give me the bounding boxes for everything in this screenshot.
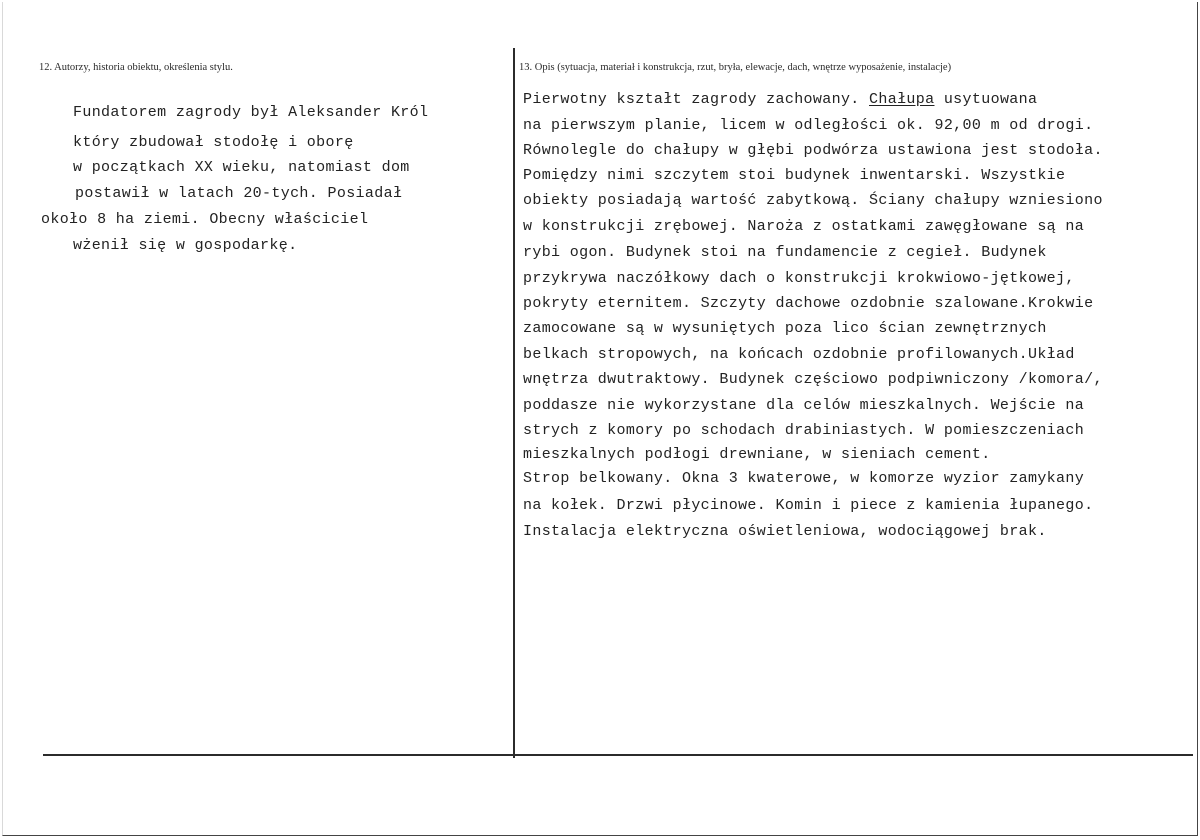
section-13-line: pokryty eternitem. Szczyty dachowe ozdobnie szalowane.Krokwie <box>523 295 1094 312</box>
section-12-line: około 8 ha ziemi. Obecny właściciel <box>41 211 369 228</box>
underlined-word: Chałupa <box>869 91 935 108</box>
section-12-line: Fundatorem zagrody był Aleksander Król <box>73 104 429 121</box>
section-12-line: w początkach XX wieku, natomiast dom <box>73 159 410 176</box>
section-13-line: Strop belkowany. Okna 3 kwaterowe, w komorze wyzior zamykany <box>523 470 1085 487</box>
section-13-heading: 13. Opis (sytuacja, materiał i konstrukcja, rzut, bryła, elewacje, dach, wnętrze wyposażenie, instalacje) <box>519 62 952 73</box>
section-12-heading: 12. Autorzy, historia obiektu, określenia stylu. <box>39 62 233 73</box>
section-13-line: mieszkalnych podłogi drewniane, w sieniach cement. <box>523 446 991 463</box>
section-12-line: postawił w latach 20-tych. Posiadał <box>75 185 403 202</box>
section-13-line: w konstrukcji zrębowej. Naroża z ostatkami zawęgłowane są na <box>523 218 1085 235</box>
section-13-line: przykrywa naczółkowy dach o konstrukcji krokwiowo-jętkowej, <box>523 270 1075 287</box>
column-divider <box>513 48 515 758</box>
section-13-line: na kołek. Drzwi płycinowe. Komin i piece z kamienia łupanego. <box>523 497 1094 514</box>
line-text: usytuowana <box>934 91 1038 108</box>
bottom-rule <box>43 754 1193 756</box>
section-13-line: na pierwszym planie, licem w odległości ok. 92,00 m od drogi. <box>523 117 1094 134</box>
section-13-line: belkach stropowych, na końcach ozdobnie profilowanych.Układ <box>523 346 1075 363</box>
section-13-line: wnętrza dwutraktowy. Budynek częściowo podpiwniczony /komora/, <box>523 371 1103 388</box>
section-13-line: strych z komory po schodach drabiniastych. W pomieszczeniach <box>523 422 1085 439</box>
section-12-line: który zbudował stodołę i oborę <box>73 134 354 151</box>
section-13-line: Instalacja elektryczna oświetleniowa, wodociągowej brak. <box>523 523 1047 540</box>
section-13-line: Pomiędzy nimi szczytem stoi budynek inwentarski. Wszystkie <box>523 167 1066 184</box>
document-card <box>2 2 1198 836</box>
section-13-line: poddasze nie wykorzystane dla celów mieszkalnych. Wejście na <box>523 397 1085 414</box>
line-text: Pierwotny kształt zagrody zachowany. <box>523 91 870 108</box>
section-13-line: obiekty posiadają wartość zabytkową. Ściany chałupy wzniesiono <box>523 192 1103 209</box>
section-13-line <box>523 91 1037 109</box>
section-12-line: wżenił się w gospodarkę. <box>73 237 298 254</box>
section-13-line: rybi ogon. Budynek stoi na fundamencie z cegieł. Budynek <box>523 244 1047 261</box>
section-13-line: zamocowane są w wysuniętych poza lico ścian zewnętrznych <box>523 320 1047 337</box>
section-13-line: Równolegle do chałupy w głębi podwórza ustawiona jest stodoła. <box>523 142 1103 159</box>
